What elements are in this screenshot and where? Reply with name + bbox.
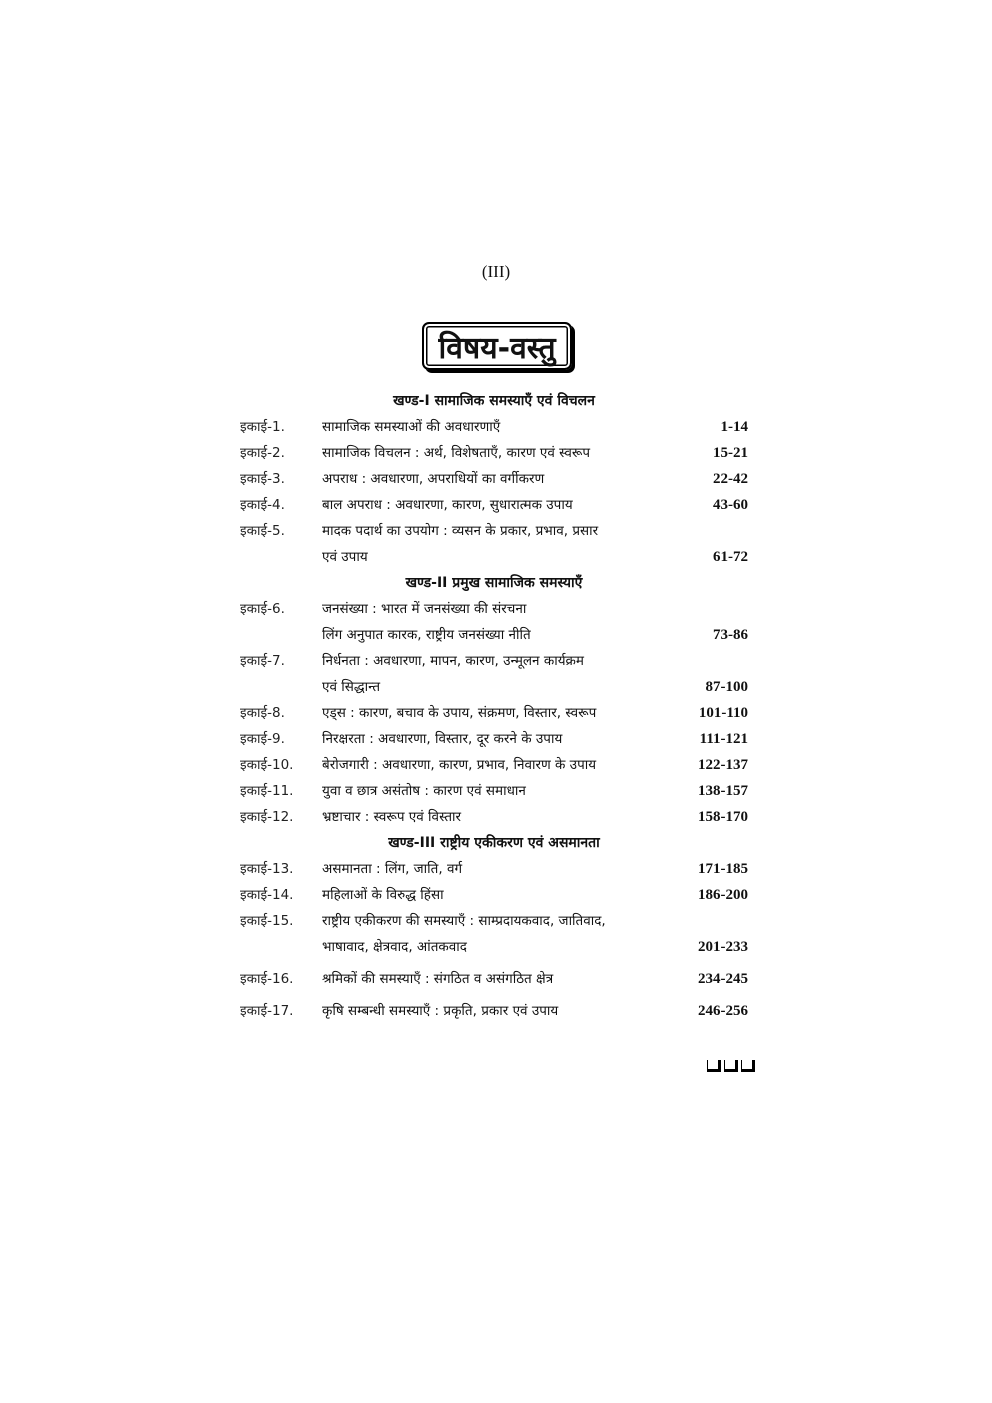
- unit-title: जनसंख्या : भारत में जनसंख्या की संरचना: [322, 601, 527, 617]
- page-range: 171-185: [698, 861, 748, 877]
- unit-title: बाल अपराध : अवधारणा, कारण, सुधारात्मक उपाय: [322, 497, 573, 513]
- unit-title: कृषि सम्बन्धी समस्याएँ : प्रकृति, प्रकार एवं उपाय: [322, 1003, 559, 1019]
- unit-title: एवं सिद्धान्त: [322, 679, 381, 695]
- toc-line: [240, 726, 748, 752]
- toc-entry: [240, 414, 748, 440]
- toc-entry: [240, 966, 748, 992]
- toc-line: [240, 804, 748, 830]
- toc-line: [240, 778, 748, 804]
- unit-title: सामाजिक समस्याओं की अवधारणाएँ: [322, 419, 501, 435]
- toc-line: [240, 648, 748, 674]
- unit-label: इकाई-6.: [240, 601, 285, 617]
- page-range: 201-233: [698, 939, 748, 955]
- unit-title: राष्ट्रीय एकीकरण की समस्याएँ : साम्प्रदायकवाद, जातिवाद,: [322, 913, 606, 929]
- unit-label: इकाई-9.: [240, 731, 285, 747]
- page-range: 101-110: [698, 705, 748, 721]
- toc-line: [240, 596, 748, 622]
- toc-line: [240, 966, 748, 992]
- toc-line: [240, 440, 748, 466]
- page-range: 73-86: [713, 627, 748, 643]
- toc-line: [240, 466, 748, 492]
- end-mark-box-icon: [741, 1060, 755, 1072]
- page-range: 111-121: [699, 731, 748, 747]
- unit-title: बेरोजगारी : अवधारणा, कारण, प्रभाव, निवारण के उपाय: [322, 757, 597, 773]
- page-range: 234-245: [698, 971, 748, 987]
- toc-entry: [240, 700, 748, 726]
- toc-line: [240, 674, 748, 700]
- unit-title: निर्धनता : अवधारणा, मापन, कारण, उन्मूलन कार्यक्रम: [322, 653, 584, 669]
- page-number: (III): [481, 262, 511, 281]
- toc-line: [240, 544, 748, 570]
- unit-label: इकाई-4.: [240, 497, 285, 513]
- unit-title: भाषावाद, क्षेत्रवाद, आंतकवाद: [322, 939, 467, 955]
- page-range: 186-200: [698, 887, 748, 903]
- toc-line: [240, 908, 748, 934]
- page-range: 1-14: [720, 419, 748, 435]
- page-range: 122-137: [698, 757, 748, 773]
- page-range: 15-21: [713, 445, 748, 461]
- toc-line: [240, 882, 748, 908]
- section-heading: खण्ड-I सामाजिक समस्याएँ एवं विचलन: [393, 393, 595, 409]
- unit-label: इकाई-11.: [240, 783, 294, 799]
- unit-label: इकाई-15.: [240, 913, 294, 929]
- end-mark-box-icon: [724, 1060, 738, 1072]
- toc-entry: [240, 466, 748, 492]
- toc-entry: [240, 908, 748, 960]
- toc-line: [240, 752, 748, 778]
- unit-label: इकाई-3.: [240, 471, 285, 487]
- toc-line: [240, 518, 748, 544]
- toc-line: [240, 700, 748, 726]
- page-range: 138-157: [698, 783, 748, 799]
- unit-label: इकाई-10.: [240, 757, 294, 773]
- unit-title: युवा व छात्र असंतोष : कारण एवं समाधान: [322, 783, 526, 799]
- unit-title: महिलाओं के विरुद्ध हिंसा: [322, 887, 444, 903]
- unit-title: असमानता : लिंग, जाति, वर्ग: [322, 861, 463, 877]
- table-of-contents: [240, 388, 748, 1024]
- toc-entry: [240, 804, 748, 830]
- unit-title: श्रमिकों की समस्याएँ : संगठित व असंगठित क्षेत्र: [322, 971, 554, 987]
- section-heading: खण्ड-III राष्ट्रीय एकीकरण एवं असमानता: [388, 835, 600, 851]
- toc-entry: [240, 596, 748, 648]
- page-range: 87-100: [705, 679, 748, 695]
- unit-label: इकाई-14.: [240, 887, 294, 903]
- unit-title: एड्स : कारण, बचाव के उपाय, संक्रमण, विस्तार, स्वरूप: [322, 705, 597, 721]
- page-range: 246-256: [698, 1003, 748, 1019]
- toc-entry: [240, 882, 748, 908]
- page-range: 22-42: [713, 471, 748, 487]
- unit-label: इकाई-13.: [240, 861, 294, 877]
- unit-label: इकाई-16.: [240, 971, 294, 987]
- unit-title: मादक पदार्थ का उपयोग : व्यसन के प्रकार, प्रभाव, प्रसार: [322, 523, 599, 539]
- unit-title: एवं उपाय: [322, 549, 368, 565]
- toc-line: [240, 622, 748, 648]
- toc-entry: [240, 752, 748, 778]
- unit-title: लिंग अनुपात कारक, राष्ट्रीय जनसंख्या नीति: [322, 627, 531, 643]
- unit-label: इकाई-17.: [240, 1003, 294, 1019]
- page-range: 61-72: [713, 549, 748, 565]
- toc-line: [240, 492, 748, 518]
- toc-entry: [240, 778, 748, 804]
- toc-entry: [240, 726, 748, 752]
- toc-line: [240, 934, 748, 960]
- toc-line: [240, 856, 748, 882]
- toc-entry: [240, 856, 748, 882]
- end-mark-box-icon: [707, 1060, 721, 1072]
- page-range: 43-60: [713, 497, 748, 513]
- unit-label: इकाई-7.: [240, 653, 285, 669]
- unit-label: इकाई-12.: [240, 809, 294, 825]
- toc-line: [240, 998, 748, 1024]
- unit-label: इकाई-5.: [240, 523, 285, 539]
- unit-label: इकाई-2.: [240, 445, 285, 461]
- unit-title: भ्रष्टाचार : स्वरूप एवं विस्तार: [322, 809, 462, 825]
- unit-title: अपराध : अवधारणा, अपराधियों का वर्गीकरण: [322, 471, 545, 487]
- toc-line: [240, 414, 748, 440]
- unit-title: सामाजिक विचलन : अर्थ, विशेषताएँ, कारण एवं स्वरूप: [322, 445, 591, 461]
- section-heading: खण्ड-II प्रमुख सामाजिक समस्याएँ: [405, 575, 583, 591]
- toc-entry: [240, 492, 748, 518]
- unit-title: निरक्षरता : अवधारणा, विस्तार, दूर करने के उपाय: [322, 731, 563, 747]
- toc-entry: [240, 648, 748, 700]
- unit-label: इकाई-8.: [240, 705, 285, 721]
- toc-entry: [240, 440, 748, 466]
- toc-entry: [240, 998, 748, 1024]
- contents-title: विषय-वस्तु: [422, 322, 572, 370]
- page-range: 158-170: [698, 809, 748, 825]
- toc-entry: [240, 518, 748, 570]
- end-mark-icon: [707, 1060, 755, 1072]
- unit-label: इकाई-1.: [240, 419, 285, 435]
